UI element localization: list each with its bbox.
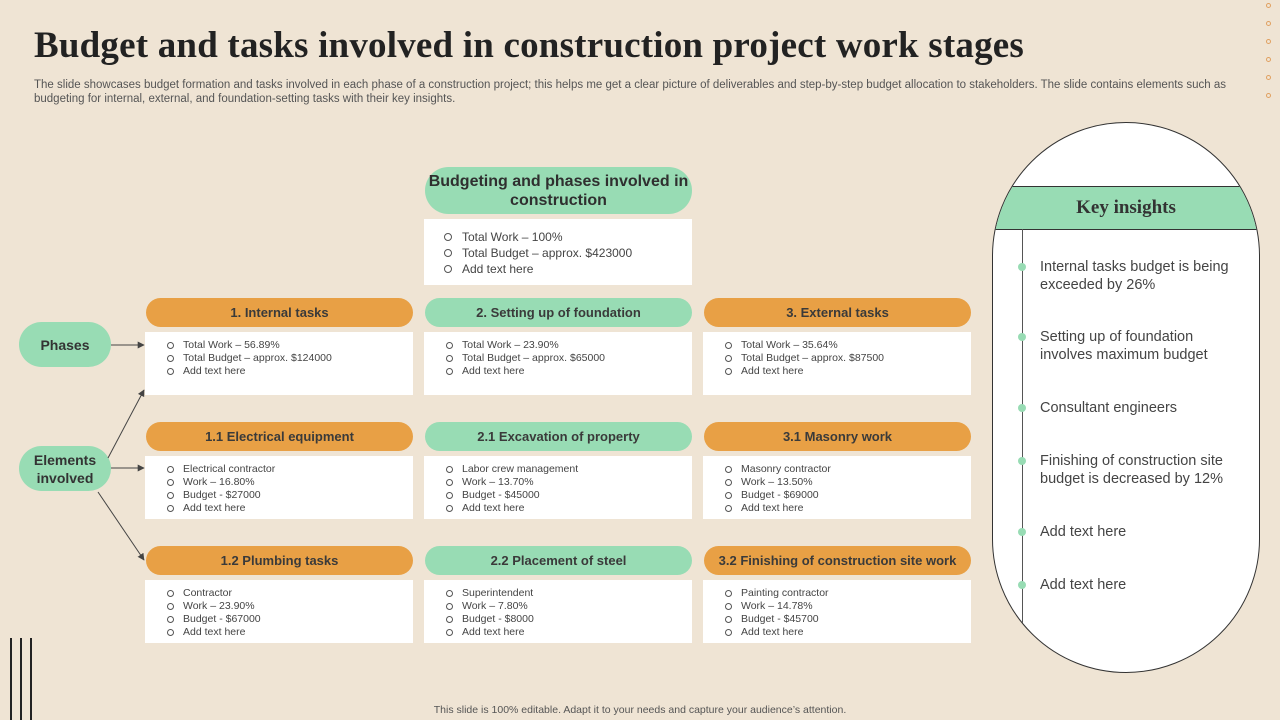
card-item: Total Work – 23.90% <box>446 339 692 352</box>
card-body-excavation <box>424 456 692 519</box>
slide-title: Budget and tasks involved in construction project work stages <box>34 25 1025 66</box>
footer-note: This slide is 100% editable. Adapt it to your needs and capture your audience’s attention. <box>433 704 847 716</box>
insight-bullet <box>1018 404 1026 412</box>
card-header-excavation: 2.1 Excavation of property <box>425 422 692 451</box>
card-item: Budget - $8000 <box>446 613 692 626</box>
insight-item: Add text here <box>1040 577 1127 593</box>
card-item: Add text here <box>446 365 692 378</box>
card-item: Electrical contractor <box>167 463 413 476</box>
slide-subtitle: The slide showcases budget formation and tasks involved in each phase of a construction project; this helps me get a clear picture of deliverables and step-by-step budget allocation to stakeholders. The slide contains elements such as budgeting for internal, external, and foundation-setting tasks with their key insights. <box>34 79 1226 105</box>
card-item: Total Work – 35.64% <box>725 339 971 352</box>
top-header: Budgeting and phases involved in construction <box>425 167 692 214</box>
phases-label: Phases <box>19 322 111 367</box>
card-item: Work – 14.78% <box>725 600 971 613</box>
card-body-plumbing <box>145 580 413 643</box>
insight-bullet <box>1018 528 1026 536</box>
card-item: Total Budget – approx. $124000 <box>167 352 413 365</box>
card-item: Labor crew management <box>446 463 692 476</box>
key-insights-panel <box>992 122 1260 673</box>
card-item: Add text here <box>446 626 692 639</box>
top-item: Total Budget – approx. $423000 <box>444 245 692 261</box>
card-item: Add text here <box>167 365 413 378</box>
card-body-masonry <box>703 456 971 519</box>
insight-bullet <box>1018 581 1026 589</box>
insight-bullet <box>1018 333 1026 341</box>
insight-item: Setting up of foundation involves maximum budget <box>1040 329 1208 363</box>
card-item: Budget - $45700 <box>725 613 971 626</box>
card-item: Contractor <box>167 587 413 600</box>
card-header-steel: 2.2 Placement of steel <box>425 546 692 575</box>
card-item: Budget - $69000 <box>725 489 971 502</box>
insight-item: Internal tasks budget is being exceeded by 26% <box>1040 259 1229 293</box>
insight-bullet <box>1018 263 1026 271</box>
card-item: Work – 13.50% <box>725 476 971 489</box>
elements-arrow-up <box>108 390 144 458</box>
insights-timeline <box>1022 229 1023 627</box>
card-body-external-tasks <box>703 332 971 395</box>
card-item: Budget - $27000 <box>167 489 413 502</box>
insight-bullet <box>1018 457 1026 465</box>
card-item: Painting contractor <box>725 587 971 600</box>
card-item: Masonry contractor <box>725 463 971 476</box>
top-item: Add text here <box>444 261 692 277</box>
card-item: Add text here <box>725 502 971 515</box>
card-item: Add text here <box>167 502 413 515</box>
card-body-internal-tasks <box>145 332 413 395</box>
card-header-external-tasks: 3. External tasks <box>704 298 971 327</box>
insight-item: Consultant engineers <box>1040 400 1178 416</box>
elements-arrow-down <box>98 492 144 560</box>
card-item: Superintendent <box>446 587 692 600</box>
elements-involved-label: Elements involved <box>19 446 111 491</box>
card-item: Total Work – 56.89% <box>167 339 413 352</box>
card-header-electrical: 1.1 Electrical equipment <box>146 422 413 451</box>
card-item: Total Budget – approx. $65000 <box>446 352 692 365</box>
key-insights-title: Key insights <box>993 186 1259 230</box>
card-header-finishing: 3.2 Finishing of construction site work <box>704 546 971 575</box>
card-header-masonry: 3.1 Masonry work <box>704 422 971 451</box>
card-item: Budget - $45000 <box>446 489 692 502</box>
insight-item: Finishing of construction site budget is decreased by 12% <box>1040 453 1223 487</box>
card-body-foundation <box>424 332 692 395</box>
insight-item: Add text here <box>1040 524 1127 540</box>
card-item: Work – 16.80% <box>167 476 413 489</box>
card-item: Work – 13.70% <box>446 476 692 489</box>
card-item: Work – 23.90% <box>167 600 413 613</box>
card-body-steel <box>424 580 692 643</box>
card-item: Work – 7.80% <box>446 600 692 613</box>
card-item: Add text here <box>725 365 971 378</box>
card-body-finishing <box>703 580 971 643</box>
top-item: Total Work – 100% <box>444 229 692 245</box>
card-item: Total Budget – approx. $87500 <box>725 352 971 365</box>
card-header-plumbing: 1.2 Plumbing tasks <box>146 546 413 575</box>
card-item: Add text here <box>725 626 971 639</box>
card-item: Budget - $67000 <box>167 613 413 626</box>
card-item: Add text here <box>446 502 692 515</box>
card-header-foundation: 2. Setting up of foundation <box>425 298 692 327</box>
top-box <box>424 219 692 285</box>
card-body-electrical <box>145 456 413 519</box>
card-item: Add text here <box>167 626 413 639</box>
card-header-internal-tasks: 1. Internal tasks <box>146 298 413 327</box>
